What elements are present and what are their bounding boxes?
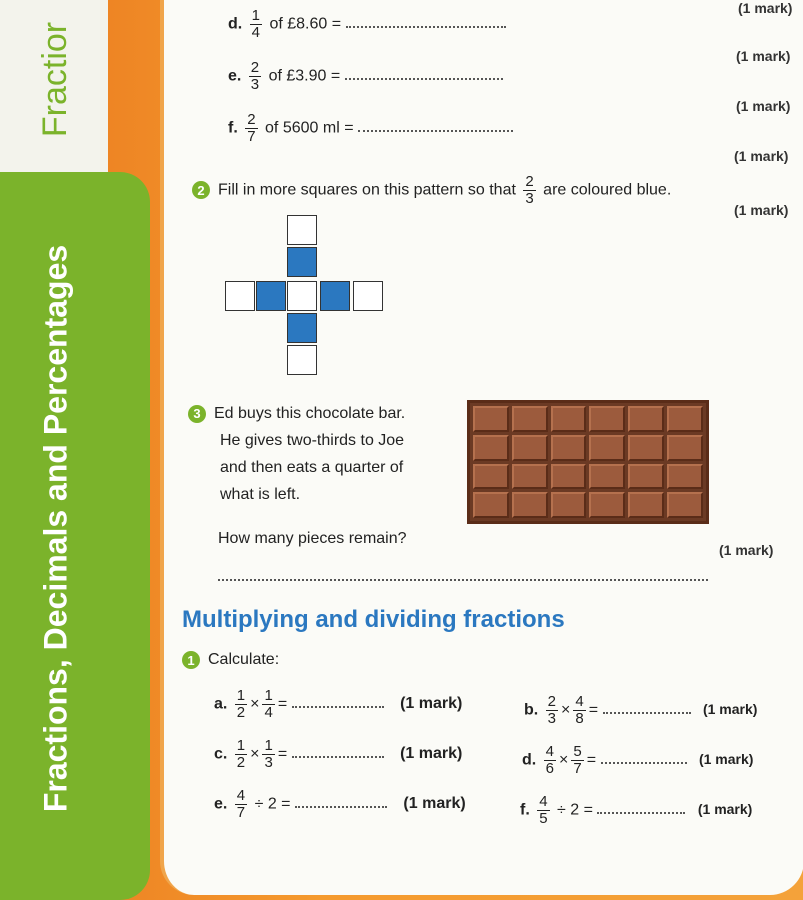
item-e: e. $\frac{2}{3}$ of £3.90 = [228,60,503,93]
item-f2: f. $\frac{4}{5}$ ÷ 2 = (1 mark) [520,793,753,827]
square-blue[interactable] [320,281,350,311]
item-b: b. $\frac{2}{3}$ × $\frac{4}{8}$ = (1 mark) [524,693,758,727]
answer-line[interactable] [346,14,506,28]
item-a: a. $\frac{1}{2}$ × $\frac{1}{4}$ = (1 mark) [214,687,463,721]
item-e2: e. $\frac{4}{7}$ ÷ 2 = (1 mark) [214,787,466,821]
mark-q3: (1 mark) [719,542,774,558]
answer-line[interactable] [601,750,687,764]
answer-line[interactable] [295,794,387,808]
question-3-prompt: How many pieces remain? [218,530,407,547]
square[interactable] [287,345,317,375]
square-blue[interactable] [256,281,286,311]
item-f: f. $\frac{2}{7}$ of 5600 ml = [228,112,513,145]
square[interactable] [353,281,383,311]
mark-q2: (1 mark) [734,202,789,218]
spine-main-label: Fractions, Decimals and Percentages [37,244,74,813]
mark-top: (1 mark) [738,0,793,16]
square-blue[interactable] [287,247,317,277]
answer-line[interactable] [292,744,384,758]
chocolate-bar-image [467,400,709,524]
square[interactable] [225,281,255,311]
answer-line[interactable] [345,66,503,80]
answer-line[interactable] [603,700,691,714]
item-c: c. $\frac{1}{2}$ × $\frac{1}{3}$ = (1 mark) [214,737,463,771]
item-d: d. $\frac{1}{4}$ of £8.60 = [228,8,506,41]
question-3: 3 Ed buys this chocolate bar. He gives two-thirds to Joe and then eats a quarter of what is left. [188,400,405,508]
square[interactable] [287,281,317,311]
answer-line[interactable] [358,118,513,132]
square-pattern [225,215,387,377]
square-blue[interactable] [287,313,317,343]
answer-line[interactable] [597,800,685,814]
section-heading: Multiplying and dividing fractions [182,606,565,633]
square[interactable] [287,215,317,245]
mark-e: (1 mark) [736,98,791,114]
question-2: 2 Fill in more squares on this pattern so that $\frac{2}{3}$ are coloured blue. [192,174,671,207]
mark-f: (1 mark) [734,148,789,164]
answer-line[interactable] [292,694,384,708]
spine-top-label: Fractior [36,21,75,138]
answer-line[interactable] [218,579,708,581]
mark-d: (1 mark) [736,48,791,64]
calculate-instruction: 1 Calculate: [182,651,279,669]
item-d2: d. $\frac{4}{6}$ × $\frac{5}{7}$ = (1 mark) [522,743,754,777]
